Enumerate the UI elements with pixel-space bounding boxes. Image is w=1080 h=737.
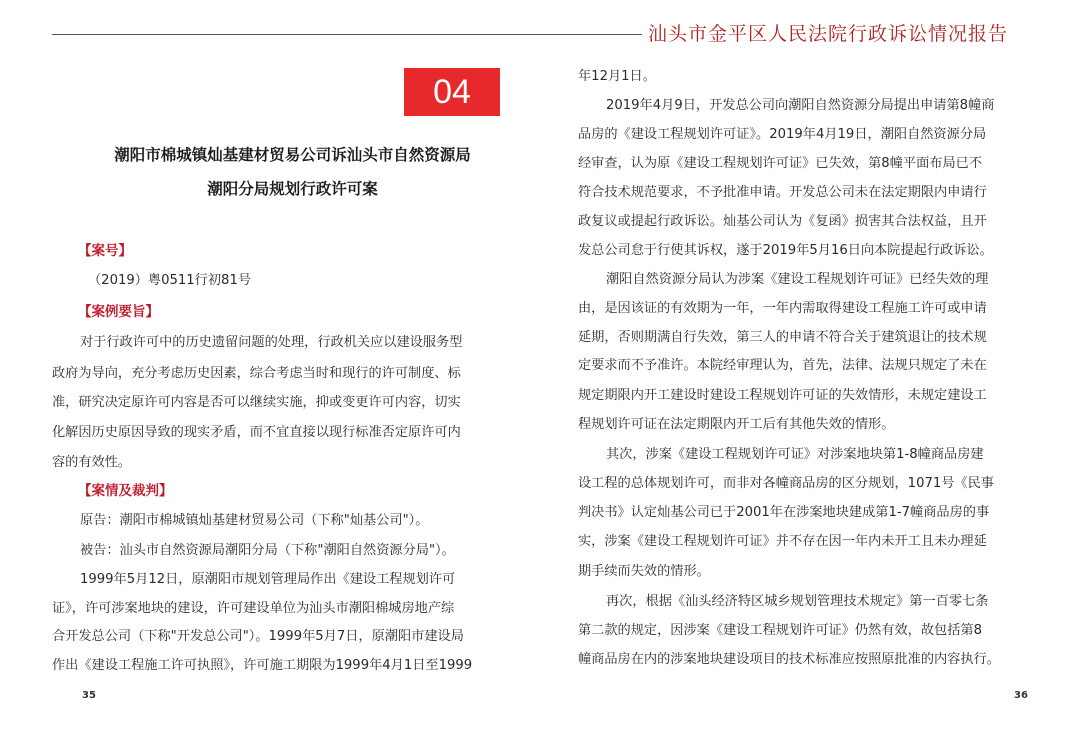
paragraph-line: 幢商品房在内的涉案地块建设项目的技术标准应按照原批准的内容执行。	[578, 652, 1000, 667]
paragraph-line: 潮阳自然资源分局认为涉案《建设工程规划许可证》已经失效的理	[606, 272, 989, 287]
page-number-left: 35	[82, 690, 96, 701]
paragraph-line: 经审查，认为原《建设工程规划许可证》已失效，第8幢平面布局已不	[578, 156, 983, 171]
section-heading-facts-and-judgment: 【案情及裁判】	[78, 483, 173, 499]
paragraph-line: 年12月1日。	[578, 69, 656, 84]
plaintiff-line: 原告：潮阳市棉城镇灿基建材贸易公司（下称"灿基公司"）。	[80, 513, 429, 528]
paragraph-line: 再次，根据《汕头经济特区城乡规划管理技术规定》第一百零七条	[606, 594, 989, 609]
paragraph-line: 品房的《建设工程规划许可证》。2019年4月19日，潮阳自然资源分局	[578, 127, 987, 142]
paragraph-line: 期手续而失效的情形。	[578, 564, 710, 579]
paragraph-line: 政复议或提起行政诉讼。灿基公司认为《复函》损害其合法权益，且开	[578, 214, 987, 229]
paragraph-line: 容的有效性。	[52, 455, 132, 470]
case-title-line-2: 潮阳分局规划行政许可案	[207, 180, 378, 198]
paragraph-line: 程规划许可证在法定期限内开工后有其他失效的情形。	[578, 417, 895, 432]
paragraph-line: 延期，否则期满自行失效，第三人的申请不符合关于建筑退让的技术规	[578, 330, 987, 345]
paragraph-line: 政府为导向，充分考虑历史因素，综合考虑当时和现行的许可制度、标	[52, 366, 461, 381]
paragraph-line: 第二款的规定，因涉案《建设工程规划许可证》仍然有效，故包括第8	[578, 623, 983, 638]
section-heading-case-summary: 【案例要旨】	[78, 304, 159, 320]
defendant-line: 被告：汕头市自然资源局潮阳分局（下称"潮阳自然资源分局"）。	[80, 543, 455, 558]
paragraph-line: 判决书》认定灿基公司已于2001年在涉案地块建成第1-7幢商品房的事	[578, 505, 990, 520]
paragraph-line: 证》，许可涉案地块的建设，许可建设单位为汕头市潮阳棉城房地产综	[52, 601, 455, 616]
paragraph-line: 2019年4月9日，开发总公司向潮阳自然资源分局提出申请第8幢商	[606, 98, 995, 113]
paragraph-line: 1999年5月12日，原潮阳市规划管理局作出《建设工程规划许可	[80, 572, 456, 587]
paragraph-line: 设工程的总体规划许可，而非对各幢商品房的区分规划，1071号《民事	[578, 476, 994, 491]
paragraph-line: 定要求而不予准许。本院经审理认为，首先，法律、法规只规定了未在	[578, 358, 987, 373]
page-number-right: 36	[1014, 690, 1028, 701]
paragraph-line: 由，是因该证的有效期为一年，一年内需取得建设工程施工许可或申请	[578, 301, 987, 316]
case-number-text: （2019）粤0511行初81号	[88, 273, 252, 288]
paragraph-line: 实，涉案《建设工程规划许可证》并不存在因一年内未开工且未办理延	[578, 534, 987, 549]
report-header-title: 汕头市金平区人民法院行政诉讼情况报告	[648, 23, 1009, 45]
paragraph-line: 化解因历史原因导致的现实矛盾，而不宜直接以现行标准否定原许可内	[52, 425, 461, 440]
paragraph-line: 作出《建设工程施工许可执照》，许可施工期限为1999年4月1日至1999	[52, 658, 473, 673]
case-number-badge: 04	[404, 68, 500, 116]
paragraph-line: 发总公司怠于行使其诉权，遂于2019年5月16日向本院提起行政诉讼。	[578, 243, 993, 258]
paragraph-line: 合开发总公司（下称"开发总公司"）。1999年5月7日，原潮阳市建设局	[52, 629, 464, 644]
section-heading-case-number: 【案号】	[78, 243, 132, 259]
paragraph-line: 其次，涉案《建设工程规划许可证》对涉案地块第1-8幢商品房建	[606, 447, 984, 462]
header-rule	[52, 34, 642, 35]
case-title-line-1: 潮阳市棉城镇灿基建材贸易公司诉汕头市自然资源局	[114, 146, 471, 164]
paragraph-line: 准，研究决定原许可内容是否可以继续实施，抑或变更许可内容，切实	[52, 395, 461, 410]
paragraph-line: 对于行政许可中的历史遗留问题的处理，行政机关应以建设服务型	[80, 335, 463, 350]
paragraph-line: 规定期限内开工建设时建设工程规划许可证的失效情形，未规定建设工	[578, 388, 987, 403]
paragraph-line: 符合技术规范要求，不予批准申请。开发总公司未在法定期限内申请行	[578, 185, 987, 200]
